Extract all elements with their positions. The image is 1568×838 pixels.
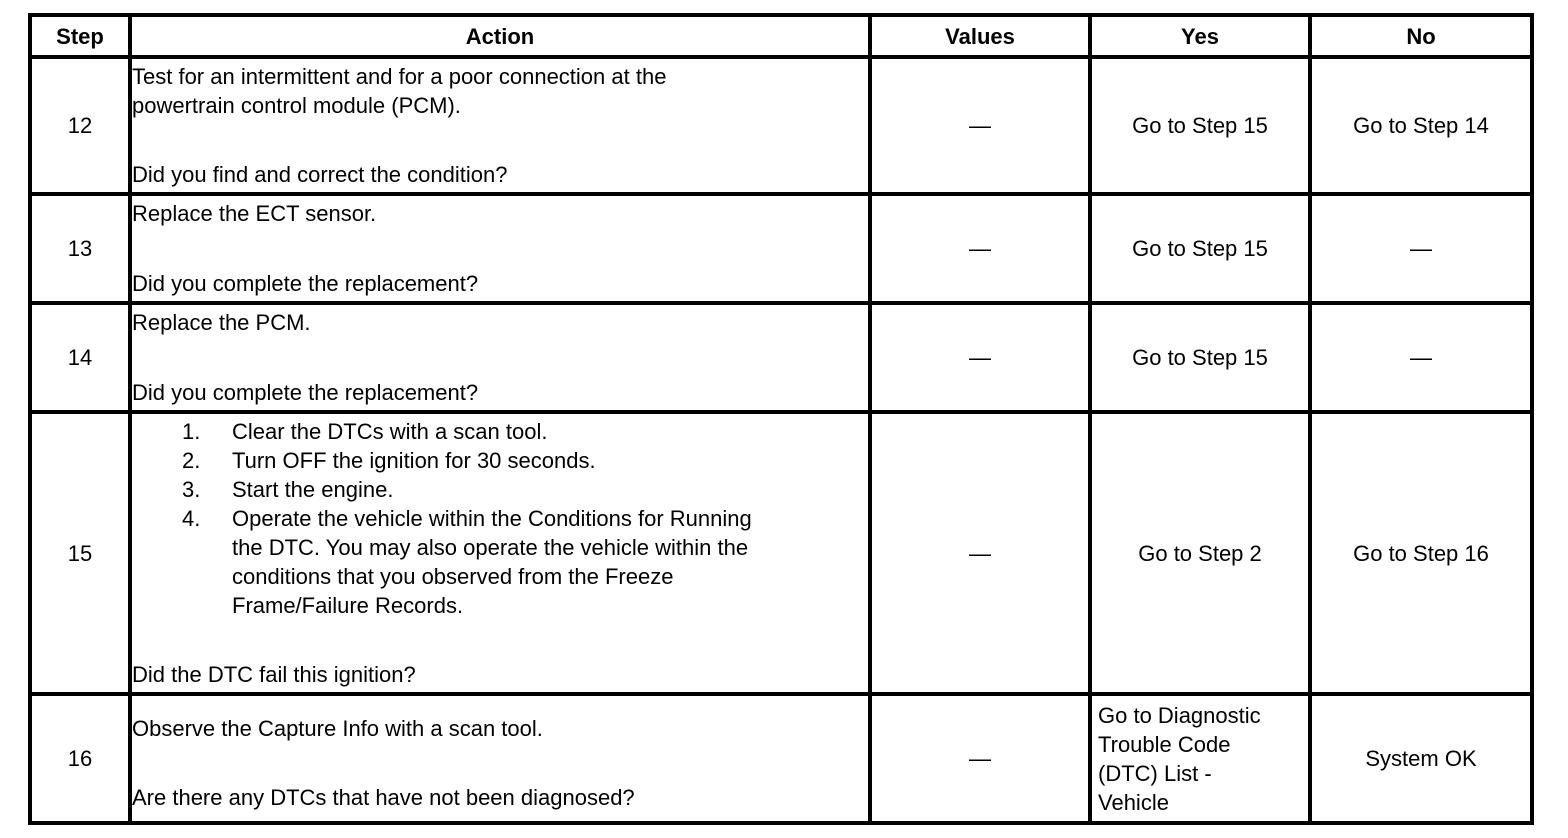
action-cell: [130, 694, 870, 823]
action-question: Did you complete the replacement?: [132, 380, 479, 405]
action-cell: [130, 57, 870, 194]
action-cell: [130, 194, 870, 303]
action-line: Observe the Capture Info with a scan tool.: [132, 716, 543, 741]
action-line: Test for an intermittent and for a poor connection at the: [132, 64, 667, 89]
action-line: powertrain control module (PCM).: [132, 93, 461, 118]
step-number: 15: [30, 412, 130, 694]
action-line: Replace the PCM.: [132, 310, 311, 335]
substep-item: [132, 504, 868, 620]
table-row-step-15: [30, 412, 1532, 694]
action-question: Did the DTC fail this ignition?: [132, 662, 416, 687]
action-question: Are there any DTCs that have not been diagnosed?: [132, 785, 635, 810]
substep-number: 4.: [182, 506, 201, 531]
values-cell: —: [870, 303, 1090, 412]
yes-cell: Go to Step 2: [1090, 412, 1310, 694]
header-step: Step: [30, 15, 130, 57]
table-row-step-16: [30, 694, 1532, 823]
header-no: No: [1310, 15, 1532, 57]
substep-text: [232, 504, 868, 620]
header-values: Values: [870, 15, 1090, 57]
action-cell: [130, 412, 870, 694]
no-cell: —: [1310, 303, 1532, 412]
action-instruction: [132, 62, 868, 120]
substep-item: [132, 417, 868, 446]
values-cell: —: [870, 194, 1090, 303]
yes-cell: Go to Step 15: [1090, 57, 1310, 194]
table-row-step-12: [30, 57, 1532, 194]
no-cell: System OK: [1310, 694, 1532, 823]
action-question: Did you complete the replacement?: [132, 271, 479, 296]
substep-number: 1.: [182, 419, 201, 444]
action-cell: [130, 303, 870, 412]
substep-line: Frame/Failure Records.: [232, 593, 464, 618]
no-cell: Go to Step 16: [1310, 412, 1532, 694]
substep-text: [232, 475, 868, 504]
values-cell: —: [870, 694, 1090, 823]
header-action: Action: [130, 15, 870, 57]
substep-number: 2.: [182, 448, 201, 473]
substep-text: [232, 417, 868, 446]
yes-line: Vehicle: [1098, 789, 1169, 815]
header-yes: Yes: [1090, 15, 1310, 57]
substep-line: Turn OFF the ignition for 30 seconds.: [232, 448, 596, 473]
action-instruction: [132, 714, 868, 743]
table-row-step-13: [30, 194, 1532, 303]
substep-list: [132, 417, 868, 620]
action-instruction: [132, 308, 868, 337]
step-number: 14: [30, 303, 130, 412]
yes-cell: Go to Step 15: [1090, 303, 1310, 412]
yes-line: Trouble Code: [1098, 731, 1231, 757]
table-row-step-14: [30, 303, 1532, 412]
step-number: 13: [30, 194, 130, 303]
action-instruction: [132, 199, 868, 228]
yes-line: Go to Diagnostic: [1098, 702, 1261, 728]
step-number: 12: [30, 57, 130, 194]
substep-item: [132, 446, 868, 475]
action-line: Replace the ECT sensor.: [132, 201, 377, 226]
values-cell: —: [870, 57, 1090, 194]
yes-cell: [1090, 694, 1310, 823]
yes-line: (DTC) List -: [1098, 760, 1212, 786]
substep-text: [232, 446, 868, 475]
no-cell: Go to Step 14: [1310, 57, 1532, 194]
substep-line: Clear the DTCs with a scan tool.: [232, 419, 548, 444]
substep-line: the DTC. You may also operate the vehicle within the: [232, 535, 749, 560]
diagnostic-table: [28, 13, 1534, 825]
substep-item: [132, 475, 868, 504]
substep-number: 3.: [182, 477, 201, 502]
values-cell: —: [870, 412, 1090, 694]
substep-line: conditions that you observed from the Freeze: [232, 564, 674, 589]
action-question: Did you find and correct the condition?: [132, 162, 508, 187]
no-cell: —: [1310, 194, 1532, 303]
header-row: [30, 15, 1532, 57]
substep-line: Operate the vehicle within the Conditions for Running: [232, 506, 752, 531]
step-number: 16: [30, 694, 130, 823]
substep-line: Start the engine.: [232, 477, 394, 502]
yes-cell: Go to Step 15: [1090, 194, 1310, 303]
